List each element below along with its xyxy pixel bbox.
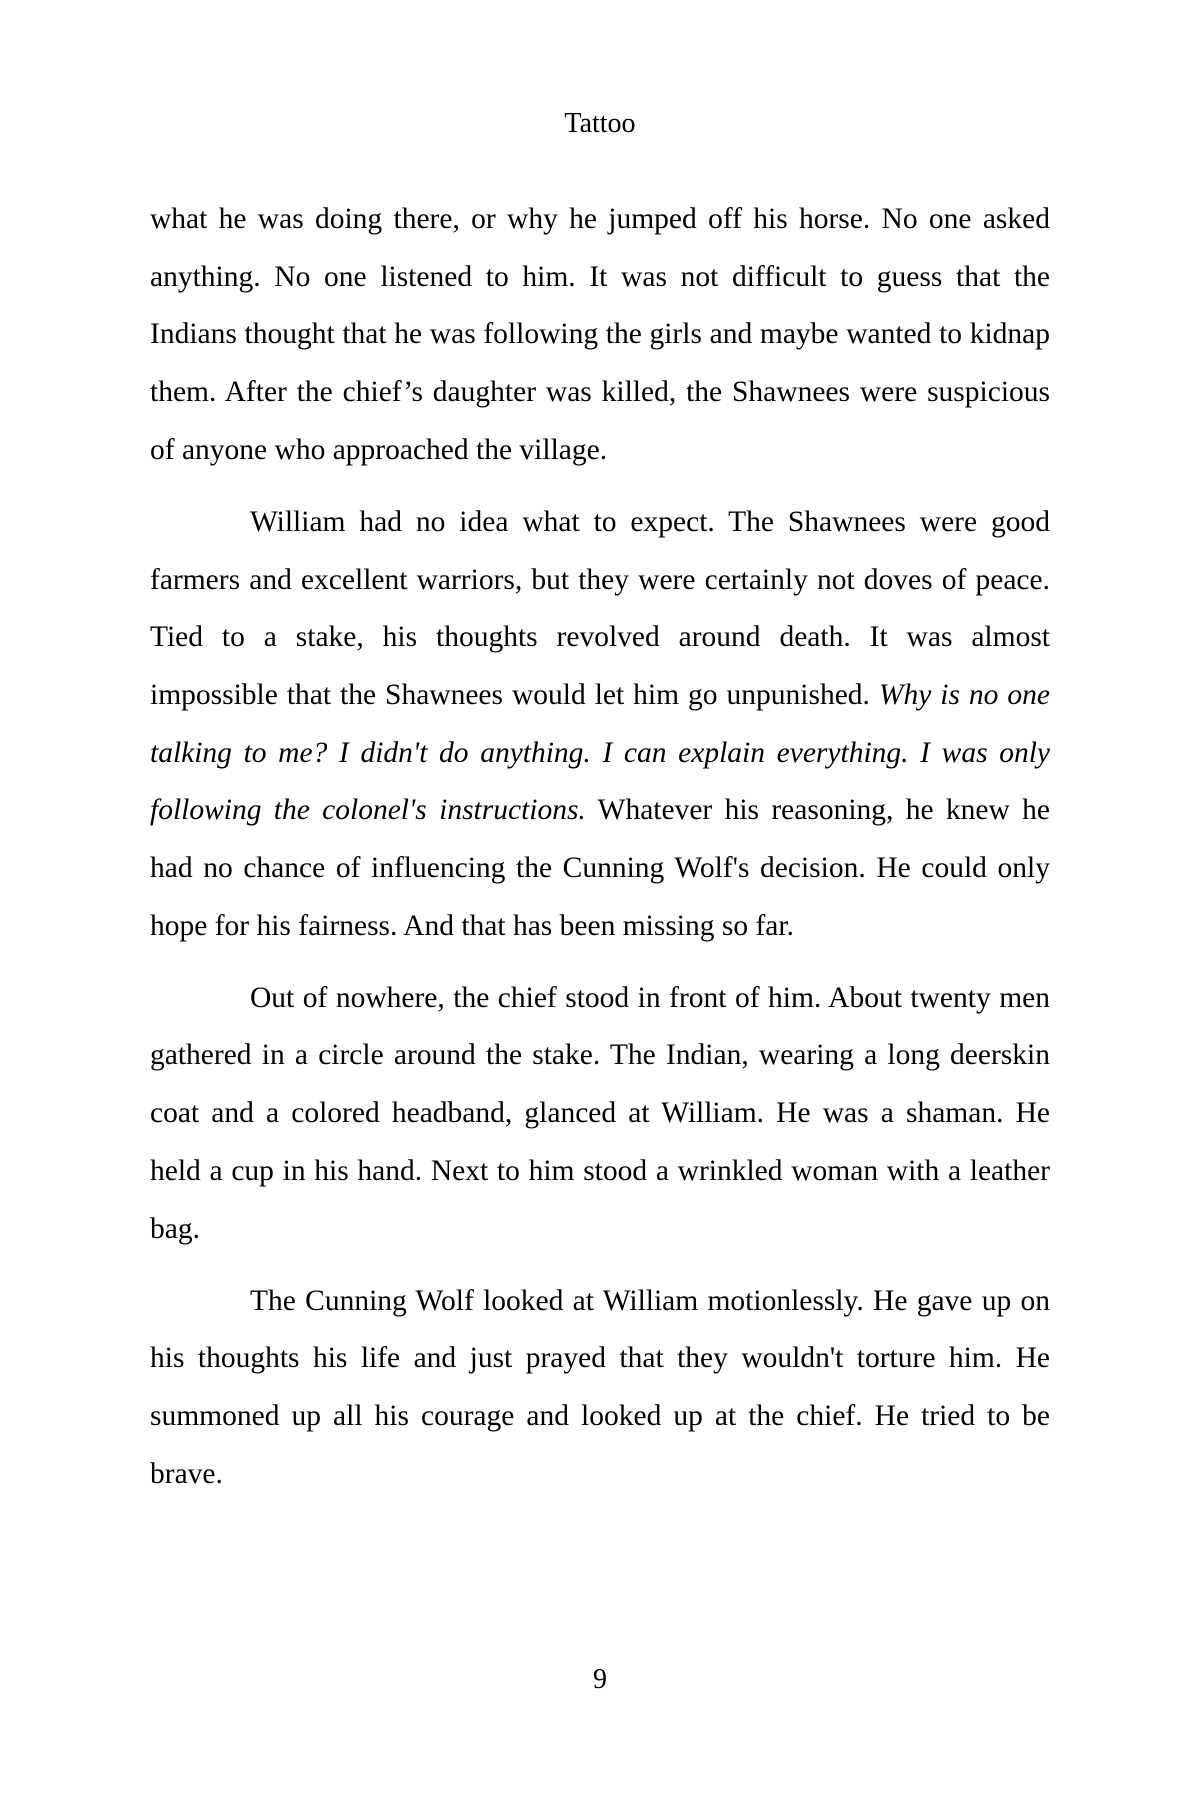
- paragraph-1-text: what he was doing there, or why he jumped off his horse. No one asked anything. No one listened to him. It was not difficult to guess that the Indians thought that he was following the girls and maybe wanted to kidnap them. After the chief’s daughter was killed, the Shawnees were suspicious of anyone who approached the village.: [150, 203, 1050, 466]
- paragraph-3: [150, 970, 1050, 1259]
- paragraph-1: [150, 191, 1050, 480]
- paragraph-4: [150, 1273, 1050, 1504]
- body-text: [150, 191, 1050, 1518]
- paragraph-2-italic-thoughts: Why is no one talking to me? I didn't do anything. I can explain everything. I was only following the colonel's instructions.: [150, 678, 1051, 827]
- page-number: 9: [593, 1664, 607, 1695]
- paragraph-2-text-end: Whatever his reasoning, he knew he had no chance of influencing the Cunning Wolf's decision. He could only hope for his fairness. And that has been missing so far.: [150, 794, 1050, 942]
- paragraph-2: [150, 494, 1050, 956]
- running-header-title: Tattoo: [564, 108, 636, 139]
- paragraph-4-text: The Cunning Wolf looked at William motionlessly. He gave up on his thoughts his life and just prayed that they wouldn't torture him. He summoned up all his courage and looked up at the chief. He tried to be brave.: [150, 1284, 1050, 1490]
- paragraph-2-text-start: William had no idea what to expect. The Shawnees were good farmers and excellent warriors, but they were certainly not doves of peace. Tied to a stake, his thoughts revolved around death. It was almost impossible that the Shawnees would let him go unpunished.: [150, 505, 1050, 711]
- paragraph-3-text: Out of nowhere, the chief stood in front of him. About twenty men gathered in a circle around the stake. The Indian, wearing a long deerskin coat and a colored headband, glanced at William. He was a shaman. He held a cup in his hand. Next to him stood a wrinkled woman with a leather bag.: [150, 981, 1050, 1245]
